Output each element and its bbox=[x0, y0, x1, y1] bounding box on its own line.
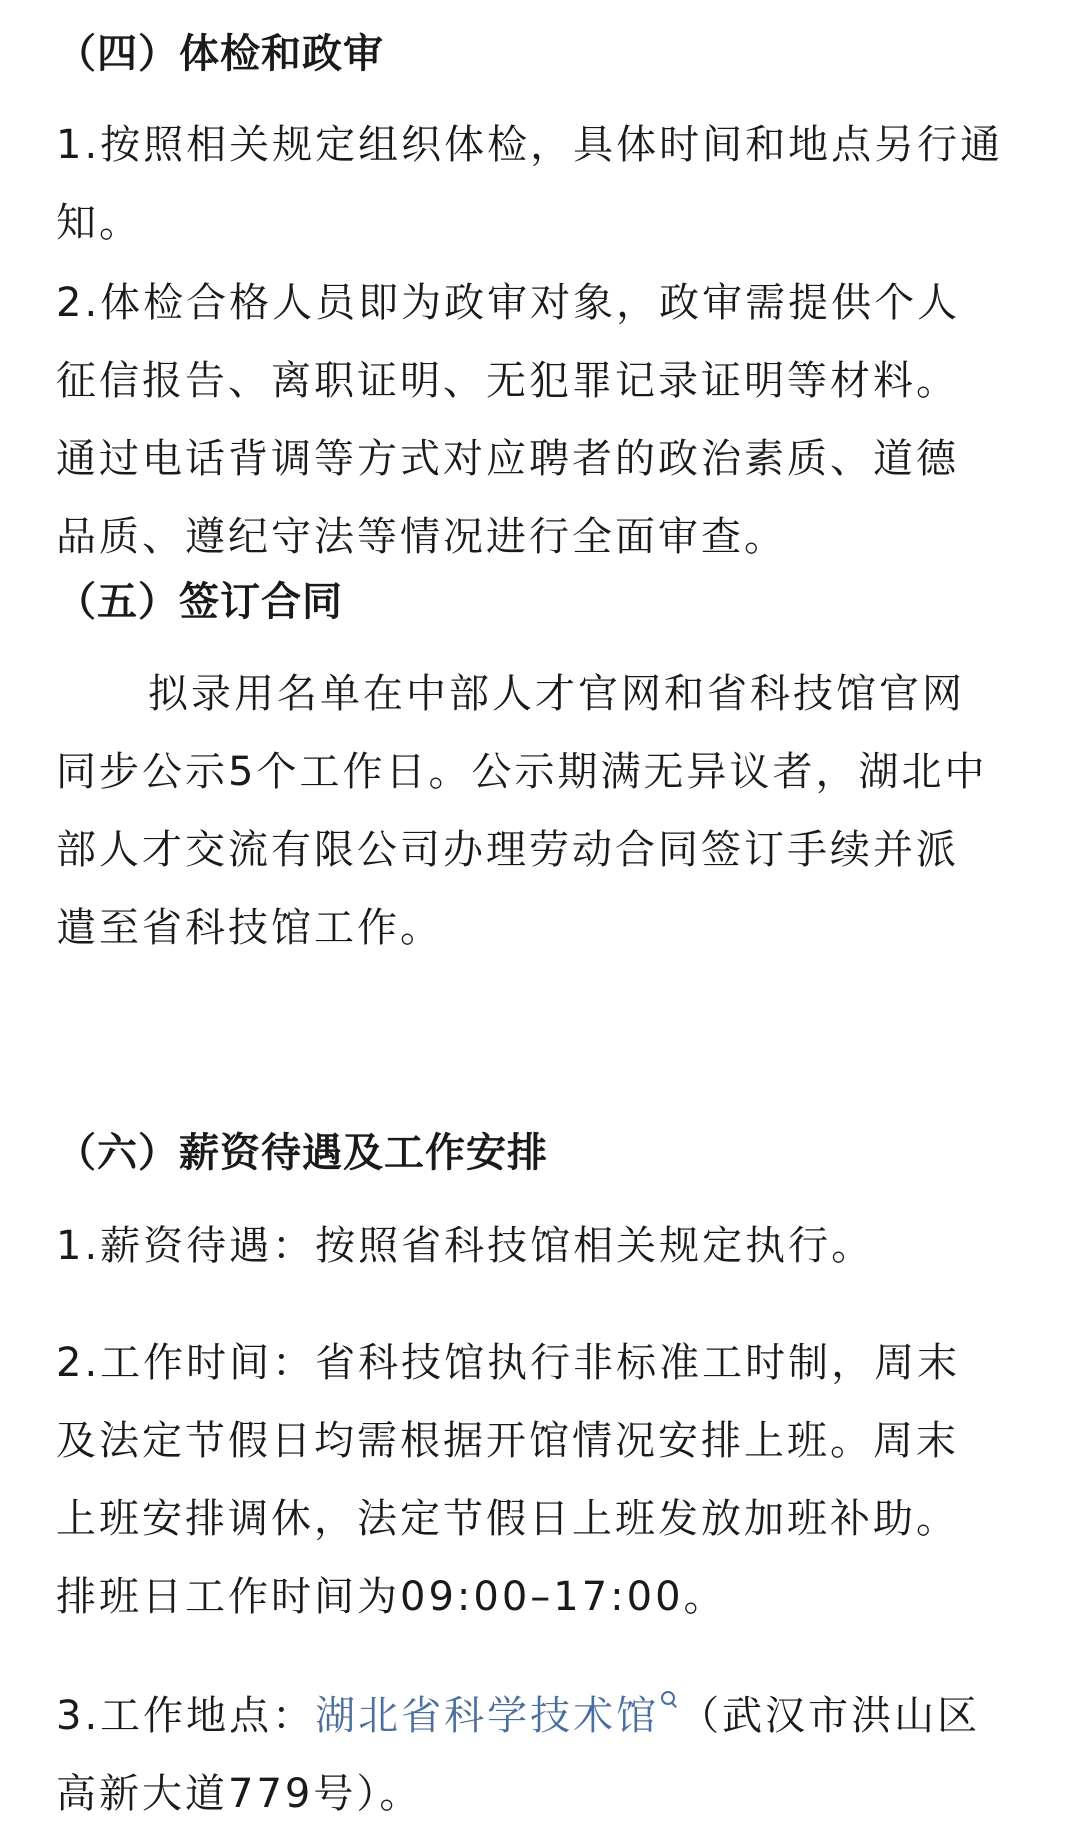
paragraph-work-hours bbox=[56, 1324, 1024, 1636]
text-line: 2.体检合格人员即为政审对象，政审需提供个人 bbox=[56, 280, 961, 326]
text-line: 1.按照相关规定组织体检，具体时间和地点另行通 bbox=[56, 122, 1004, 168]
text-line bbox=[56, 1677, 1024, 1755]
text-line: 同步公示5个工作日。公示期满无异议者，湖北中 bbox=[56, 749, 988, 795]
text-line: 排班日工作时间为09:00–17:00。 bbox=[56, 1574, 727, 1620]
text-line: 2.工作时间：省科技馆执行非标准工时制，周末 bbox=[56, 1340, 961, 1386]
museum-search-link[interactable] bbox=[315, 1693, 679, 1739]
paragraph-contract bbox=[56, 655, 1024, 967]
section-heading-physical-exam: （四）体检和政审 bbox=[56, 31, 384, 77]
text-line: 部人才交流有限公司办理劳动合同签订手续并派 bbox=[56, 827, 959, 873]
text-line: 及法定节假日均需根据开馆情况安排上班。周末 bbox=[56, 1418, 959, 1464]
paragraph-physical-exam bbox=[56, 106, 1024, 262]
text-line: 拟录用名单在中部人才官网和省科技馆官网 bbox=[148, 671, 965, 717]
location-suffix: （武汉市洪山区 bbox=[679, 1693, 981, 1739]
text-line: 通过电话背调等方式对应聘者的政治素质、道德 bbox=[56, 436, 959, 482]
section-heading-contract: （五）签订合同 bbox=[56, 579, 343, 625]
text-line: 上班安排调休，法定节假日上班发放加班补助。 bbox=[56, 1496, 959, 1542]
section-heading-salary: （六）薪资待遇及工作安排 bbox=[56, 1130, 548, 1176]
search-icon bbox=[661, 1691, 675, 1705]
text-line: 遣至省科技馆工作。 bbox=[56, 905, 443, 951]
text-line: 知。 bbox=[56, 200, 142, 246]
text-line: 品质、遵纪守法等情况进行全面审查。 bbox=[56, 514, 787, 560]
paragraph-political-review bbox=[56, 264, 1024, 576]
text-line: 高新大道779号）。 bbox=[56, 1771, 423, 1817]
paragraph-work-location bbox=[56, 1677, 1024, 1833]
text-line: 征信报告、离职证明、无犯罪记录证明等材料。 bbox=[56, 358, 959, 404]
museum-link-label: 湖北省科学技术馆 bbox=[315, 1693, 660, 1739]
paragraph-salary bbox=[56, 1207, 1024, 1285]
text-line: 1.薪资待遇：按照省科技馆相关规定执行。 bbox=[56, 1223, 875, 1269]
location-prefix: 3.工作地点： bbox=[56, 1693, 316, 1739]
